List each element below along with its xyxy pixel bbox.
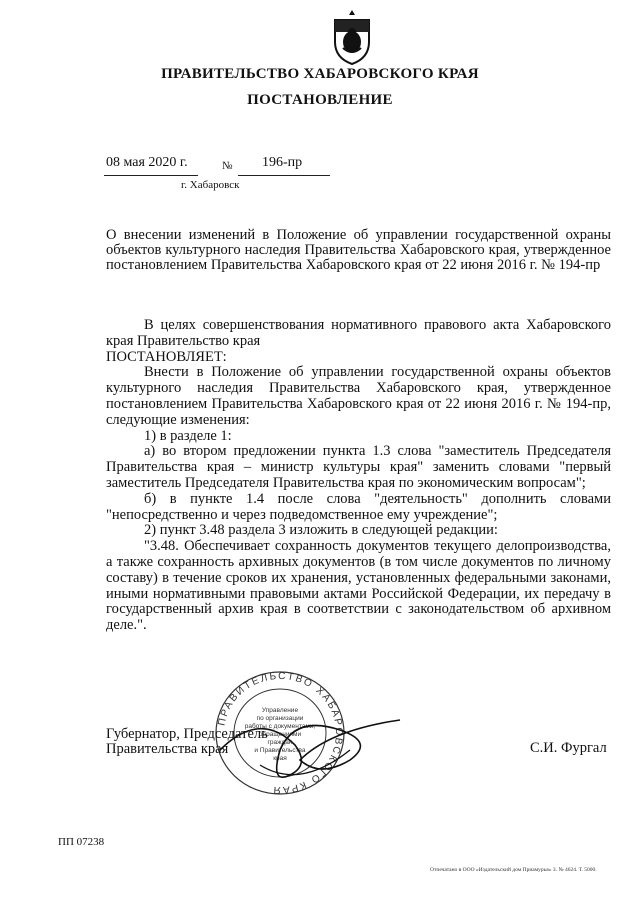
city-label: г. Хабаровск (181, 179, 240, 191)
paragraph-item-a: а) во втором предложении пункта 1.3 слова "заместитель Председателя Правительства края – министр культуры края" заменить словами "первый заместитель Председателя Правительства края по экономическим вопросам"; (106, 443, 611, 491)
svg-text:работы с документами,: работы с документами, (244, 723, 316, 730)
document-body (106, 318, 611, 634)
svg-text:и Правительства: и Правительства (254, 747, 306, 754)
signer-position-line-2: Правительства края (106, 741, 229, 757)
signer-name: С.И. Фургал (530, 740, 607, 756)
signer-position-line-1: Губернатор, Председатель (106, 726, 268, 742)
svg-text:ПРАВИТЕЛЬСТВО ХАБАРОВСКОГО КРА: ПРАВИТЕЛЬСТВО ХАБАРОВСКОГО КРАЯ (216, 670, 345, 796)
document-subject: О внесении изменений в Положение об управлении государственной охраны объектов культурного наследия Правительства Хабаровского края, утвержденное постановлением Правительства Хабаровского края от 22 июня 2016 г. № 194-пр (106, 227, 611, 273)
document-type-title: ПОСТАНОВЛЕНИЕ (247, 92, 393, 108)
date-underline (104, 175, 198, 176)
paragraph-resolves: ПОСТАНОВЛЯЕТ: (106, 348, 227, 365)
paragraph-item-2: 2) пункт 3.48 раздела 3 изложить в следующей редакции: (144, 522, 498, 539)
paragraph-clause-3-48: "3.48. Обеспечивает сохранность документов текущего делопроизводства, а также сохранность архивных документов (в том числе документов по личному составу) в течение сроков их хранения, установленных федеральными законами, иными нормативными правовыми актами Российской Федерации, их передачу в государственный архив края в соответствии с законодательством об архивном деле.". (106, 538, 611, 634)
paragraph-section-1: 1) в разделе 1: (144, 427, 232, 444)
number-sign: № (222, 160, 233, 172)
print-footer: Отпечатано в ООО «Издательский дом Приамурья» З. № 4624. Т. 5000. (430, 867, 597, 873)
document-code: ПП 07238 (58, 836, 105, 848)
paragraph-amendment-intro: Внести в Положение об управлении государственной охраны объектов культурного наследия Правительства Хабаровского края, утвержденное постановлением Правительства Хабаровского края от 22 июня 2016 г. № 194-пр, следующие изменения: (106, 364, 611, 428)
paragraph-item-b: б) в пункте 1.4 после слова "деятельность" дополнить словами "непосредственно и через подведомственное ему учреждение"; (106, 490, 611, 523)
svg-text:обращениями: обращениями (258, 731, 302, 738)
government-title: ПРАВИТЕЛЬСТВО ХАБАРОВСКОГО КРАЯ (161, 66, 479, 82)
signer-position (106, 727, 268, 757)
svg-text:граждан: граждан (267, 739, 293, 746)
svg-text:Управление: Управление (261, 707, 299, 714)
coat-of-arms-emblem (331, 8, 373, 66)
document-date: 08 мая 2020 г. (106, 155, 188, 170)
paragraph-preamble: В целях совершенствования нормативного правового акта Хабаровского края Правительство края (106, 317, 611, 349)
document-number: 196-пр (262, 155, 303, 170)
svg-text:края: края (273, 755, 287, 762)
number-underline (238, 175, 330, 176)
svg-text:по организации: по организации (256, 715, 304, 722)
